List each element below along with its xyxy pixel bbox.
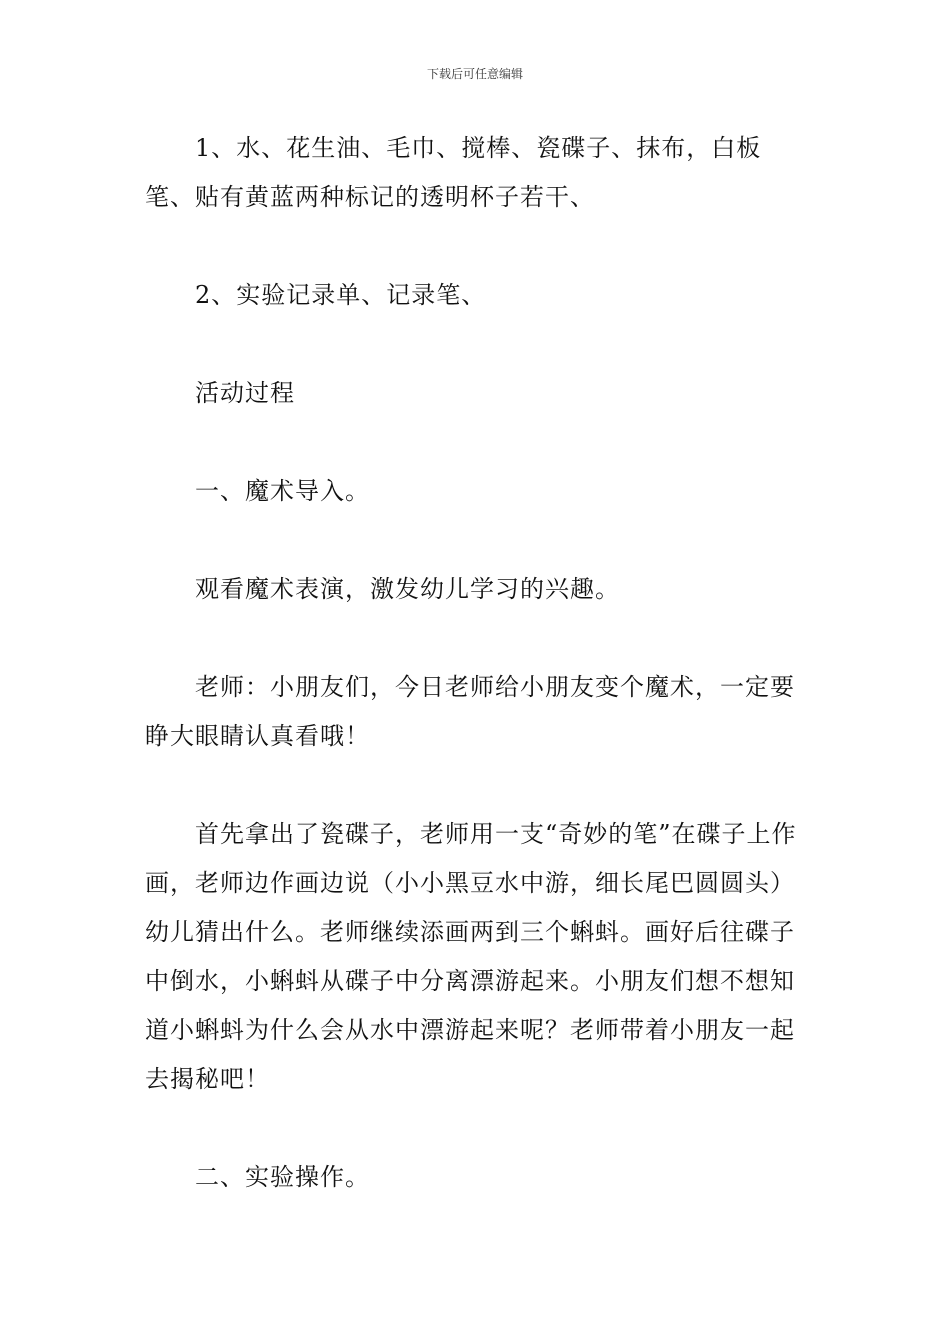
section-heading-activity-process: 活动过程 [195, 379, 295, 407]
paragraph-materials-1: 1、水、花生油、毛巾、搅棒、瓷碟子、抹布，白板笔、贴有黄蓝两种标记的透明杯子若干、 [145, 134, 762, 211]
paragraph-magic-description: 首先拿出了瓷碟子，老师用一支“奇妙的笔”在碟子上作画，老师边作画边说（小小黑豆水中游，细长尾巴圆圆头）幼儿猜出什么。老师继续添画两到三个蝌蚪。画好后往碟子中倒水，小蝌蚪从碟子中分离漂游起来。小朋友们想不想知道小蝌蚪为什么会从水中漂游起来呢？老师带着小朋友一起去揭秘吧！ [145, 820, 797, 1093]
section-heading-experiment: 二、实验操作。 [195, 1163, 370, 1191]
paragraph-materials-2: 2、实验记录单、记录笔、 [195, 281, 487, 309]
document-body [145, 124, 810, 1251]
paragraph-teacher-speech: 老师：小朋友们，今日老师给小朋友变个魔术，一定要睁大眼睛认真看哦！ [145, 673, 795, 750]
section-heading-magic-intro: 一、魔术导入。 [195, 477, 370, 505]
paragraph-watch-magic: 观看魔术表演，激发幼儿学习的兴趣。 [195, 575, 620, 603]
page-header: 下载后可任意编辑 [426, 67, 523, 81]
